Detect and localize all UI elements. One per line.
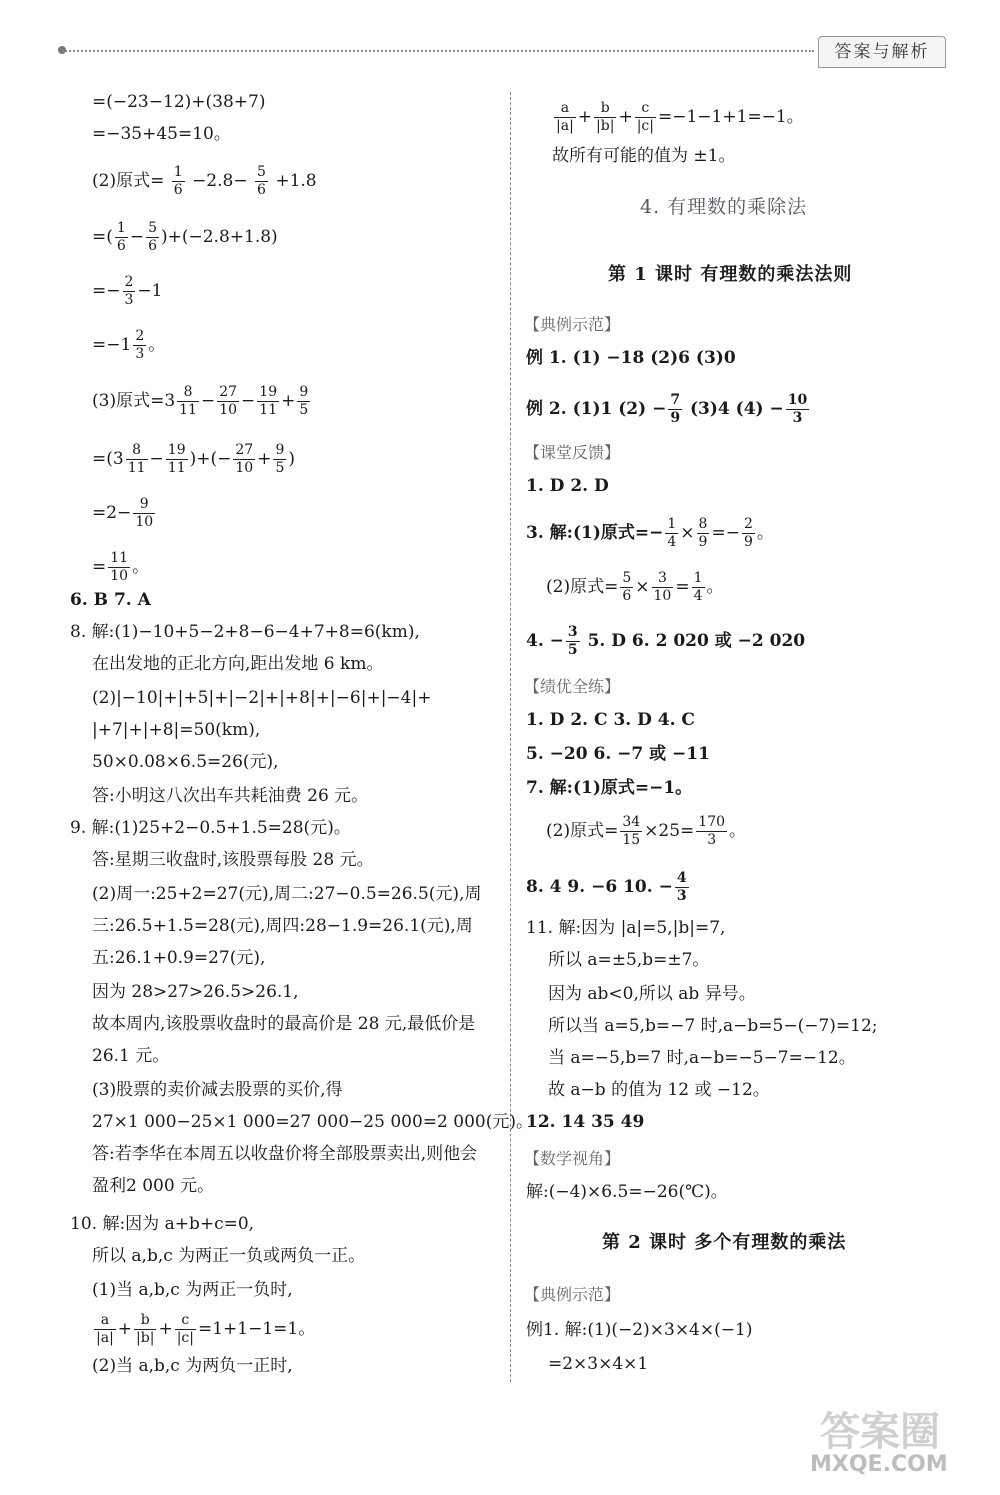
expr-3-line4: = $\frac{11}{10}$ 。 — [92, 550, 150, 584]
answer-3 — [526, 516, 774, 551]
answer-7: 7. 解:(1)原式=−1。 — [526, 778, 693, 798]
expr-2-line2: =( $\frac{1}{6}$ − $\frac{5}{6}$ )+(−2.8+1.8) — [92, 220, 278, 254]
text-line: =2×3×4×1 — [548, 1354, 649, 1374]
text: 。 — [132, 557, 150, 577]
text: =2− — [92, 503, 132, 523]
fraction: $\frac{a}{|a|}$ — [556, 100, 574, 134]
answer-8 — [70, 622, 420, 642]
fraction: $\frac{8}{9}$ — [698, 516, 708, 550]
text: −2.8− — [192, 171, 248, 191]
fraction: $\frac{1}{4}$ — [693, 570, 703, 604]
fraction: $\frac{c}{|c|}$ — [176, 1312, 194, 1346]
text: −1 — [137, 281, 163, 301]
fraction: $\frac{4}{3}$ — [676, 870, 687, 904]
answer-11: 11. 解:因为 |a|=5,|b|=7, — [526, 918, 726, 938]
answer-3-part2 — [546, 570, 724, 605]
fraction: $\frac{2}{9}$ — [743, 516, 753, 550]
fraction: $\frac{b}{|b|}$ — [596, 100, 615, 134]
fraction: $\frac{c}{|c|}$ — [636, 100, 654, 134]
fraction: $\frac{a}{|a|}$ — [96, 1312, 114, 1346]
section-tag: 【绩优全练】 — [524, 677, 621, 696]
example-2 — [526, 392, 811, 427]
expr-3-line2: =(3 $\frac{8}{11}$ − $\frac{19}{11}$ )+(− $\frac{27}{10}$ + $\frac{9}{5}$ ) — [92, 442, 296, 476]
fraction: $\frac{9}{5}$ — [299, 384, 309, 418]
text-line: (2)当 a,b,c 为两负一正时, — [92, 1356, 293, 1376]
text: (3)4 (4) − — [690, 399, 784, 419]
fraction: $\frac{9}{10}$ — [135, 496, 154, 530]
fraction: $\frac{34}{15}$ — [622, 814, 641, 848]
text: =1+1−1=1。 — [197, 1319, 316, 1339]
text-line: 答:星期三收盘时,该股票每股 28 元。 — [92, 850, 374, 870]
text-line: (1)当 a,b,c 为两正一负时, — [92, 1280, 293, 1300]
text: =−1−1+1=−1。 — [657, 107, 804, 127]
text-line: 26.1 元。 — [92, 1046, 170, 1066]
text-line: 所以 a=±5,b=±7。 — [548, 950, 710, 970]
answer-9: 9. 解:(1)25+2−0.5+1.5=28(元)。 — [70, 818, 351, 838]
fraction: $\frac{b}{|b|}$ — [136, 1312, 155, 1346]
fraction: $\frac{19}{11}$ — [167, 442, 186, 476]
answer-4-6 — [526, 624, 805, 659]
fraction: $\frac{8}{11}$ — [127, 442, 146, 476]
lesson-title: 第 1 课时 有理数的乘法法则 — [608, 264, 853, 285]
fraction: $\frac{10}{3}$ — [787, 392, 808, 426]
fraction: $\frac{11}{10}$ — [110, 550, 129, 584]
text-line: 所以当 a=5,b=−7 时,a−b=5−(−7)=12; — [548, 1016, 878, 1036]
answer-10: 10. 解:因为 a+b+c=0, — [70, 1214, 255, 1234]
text-line: 在出发地的正北方向,距出发地 6 km。 — [92, 654, 384, 674]
expr-2-line1 — [92, 164, 317, 199]
text-line: 因为 28>27>26.5>26.1, — [92, 982, 299, 1002]
expr-2-line4: =−1 $\frac{2}{3}$ 。 — [92, 328, 166, 362]
text: 8. 4 9. −6 10. − — [526, 877, 673, 897]
text: × — [680, 523, 695, 543]
text: (2)原式= — [546, 821, 619, 841]
text: +1.8 — [275, 171, 317, 191]
fraction: $\frac{170}{3}$ — [698, 814, 726, 848]
answer-8-10 — [526, 870, 691, 905]
answer-1-4: 1. D 2. C 3. D 4. C — [526, 710, 695, 730]
fraction: $\frac{8}{11}$ — [179, 384, 197, 418]
fraction: $\frac{9}{5}$ — [275, 442, 285, 476]
text: 。 — [148, 335, 166, 355]
text: 8. 解:(1)−10+5−2+8−6−4+7+8=6(km), — [70, 622, 420, 642]
text-line: (3)股票的卖价减去股票的买价,得 — [92, 1080, 343, 1100]
abs-expression: $\frac{a}{|a|}$ + $\frac{b}{|b|}$ + $\frac{c}{|c|}$ =1+1−1=1。 — [96, 1312, 316, 1346]
fraction: $\frac{27}{10}$ — [235, 442, 254, 476]
text-line: 当 a=−5,b=7 时,a−b=−5−7=−12。 — [548, 1048, 856, 1068]
text-line: 五:26.1+0.9=27(元), — [92, 948, 266, 968]
text: 。 — [729, 821, 747, 841]
lesson-title: 第 2 课时 多个有理数的乘法 — [602, 1232, 847, 1253]
answer-6-7: 6. B 7. A — [70, 590, 151, 610]
text: (2)原式= — [546, 577, 619, 597]
text: ×25= — [644, 821, 695, 841]
text-line: 三:26.5+1.5=28(元),周四:28−1.9=26.1(元),周 — [92, 916, 473, 936]
fraction: $\frac{1}{6}$ — [116, 220, 126, 254]
text: =− — [711, 523, 740, 543]
text-line: 故本周内,该股票收盘时的最高价是 28 元,最低价是 — [92, 1014, 476, 1034]
text-line: 故 a−b 的值为 12 或 −12。 — [548, 1080, 770, 1100]
left-line: =(−23−12)+(38+7) — [92, 92, 266, 112]
fraction: $\frac{5}{6}$ — [257, 164, 266, 198]
fraction: $\frac{19}{11}$ — [259, 384, 278, 418]
header-rule — [62, 50, 814, 52]
fraction: $\frac{3}{10}$ — [653, 570, 672, 604]
left-line: =−35+45=10。 — [92, 124, 231, 144]
text: 4. − — [526, 631, 564, 651]
expr-3-line1: (3)原式=3 $\frac{8}{11}$ − $\frac{27}{10}$ − $\frac{19}{11}$ + $\frac{9}{5}$ — [92, 384, 309, 418]
section-tag: 【课堂反馈】 — [524, 443, 621, 462]
example-1: 例1. 解:(1)(−2)×3×4×(−1) — [526, 1320, 753, 1340]
fraction: $\frac{7}{9}$ — [670, 392, 681, 426]
fraction: $\frac{2}{3}$ — [135, 328, 145, 362]
answer-12: 12. 14 35 49 — [526, 1112, 645, 1132]
fraction: $\frac{1}{6}$ — [173, 164, 183, 198]
answer-1-2: 1. D 2. D — [526, 476, 609, 496]
expr-3-line3 — [92, 496, 157, 531]
text: 5. D 6. 2 020 或 −2 020 — [587, 631, 806, 651]
text: 。 — [756, 523, 774, 543]
text-line: 所以 a,b,c 为两正一负或两负一正。 — [92, 1246, 366, 1266]
text-line: 答:若李华在本周五以收盘价将全部股票卖出,则他会 — [92, 1144, 478, 1164]
text: = — [675, 577, 690, 597]
text: (2)原式= — [92, 171, 165, 191]
fraction: $\frac{3}{5}$ — [567, 624, 578, 658]
fraction: $\frac{5}{6}$ — [148, 220, 157, 254]
fraction: $\frac{27}{10}$ — [219, 384, 238, 418]
expr-2-line3: =− $\frac{2}{3}$ −1 — [92, 274, 163, 308]
abs-expression: $\frac{a}{|a|}$ + $\frac{b}{|b|}$ + $\frac{c}{|c|}$ =−1−1+1=−1。 — [556, 100, 804, 134]
watermark-url: MXQE.COM — [810, 1452, 948, 1477]
text: × — [635, 577, 650, 597]
text-line: (2)周一:25+2=27(元),周二:27−0.5=26.5(元),周 — [92, 884, 482, 904]
section-title: 4. 有理数的乘除法 — [640, 196, 808, 218]
watermark-logo: 答案圈 — [820, 1409, 940, 1455]
section-tag: 【典例示范】 — [524, 315, 621, 334]
text-line: 50×0.08×6.5=26(元), — [92, 752, 279, 772]
header-tab: 答案与解析 — [818, 36, 946, 68]
answer-5-6: 5. −20 6. −7 或 −11 — [526, 744, 710, 764]
text-line: |+7|+|+8|=50(km), — [92, 720, 261, 740]
text: 。 — [706, 577, 724, 597]
text-line: 解:(−4)×6.5=−26(℃)。 — [526, 1182, 728, 1202]
section-tag: 【数学视角】 — [524, 1149, 621, 1168]
text: +(−2.8+1.8) — [167, 227, 278, 247]
fraction: $\frac{5}{6}$ — [622, 570, 632, 604]
fraction: $\frac{1}{4}$ — [667, 516, 677, 550]
text-line: 27×1 000−25×1 000=27 000−25 000=2 000(元)。 — [92, 1112, 533, 1132]
section-tag: 【典例示范】 — [524, 1285, 621, 1304]
text: 3. 解:(1)原式=− — [526, 523, 664, 543]
column-divider — [510, 92, 511, 1382]
fraction: $\frac{2}{3}$ — [124, 274, 134, 308]
text-line: 答:小明这八次出车共耗油费 26 元。 — [92, 786, 369, 806]
text: (3)原式=3 — [92, 391, 176, 411]
text-line: 故所有可能的值为 ±1。 — [552, 146, 736, 166]
text-line: 盈利2 000 元。 — [92, 1176, 215, 1196]
text-line: 因为 ab<0,所以 ab 异号。 — [548, 984, 756, 1004]
text: 例 2. (1)1 (2) − — [526, 399, 667, 419]
text-line: (2)|−10|+|+5|+|−2|+|+8|+|−6|+|−4|+ — [92, 688, 432, 708]
example-1: 例 1. (1) −18 (2)6 (3)0 — [526, 348, 736, 368]
answer-7-part2 — [546, 814, 746, 849]
